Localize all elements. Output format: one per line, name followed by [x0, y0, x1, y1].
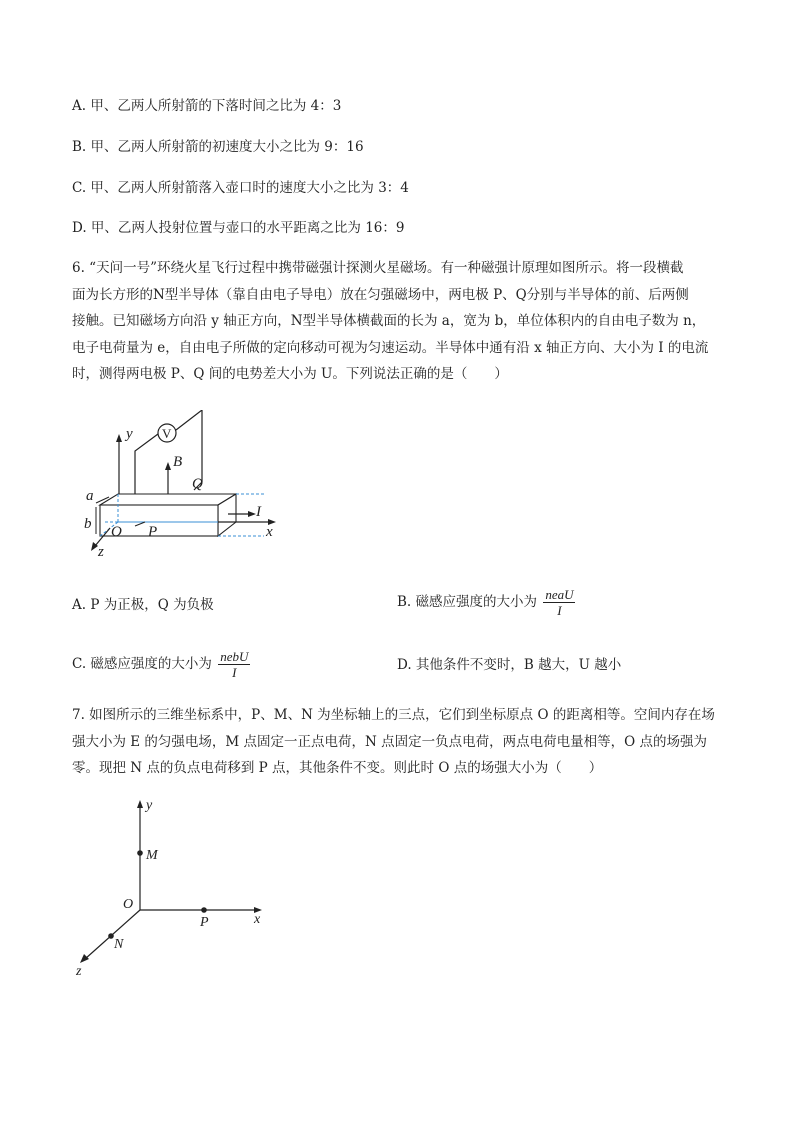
option-prev-b: B. 甲、乙两人所射箭的初速度大小之比为 9：16	[72, 139, 364, 155]
q7-line-2: 强大小为 E 的匀强电场，M 点固定一正点电荷，N 点固定一负点电荷，两点电荷电量相等，O 点的场强为	[72, 733, 708, 750]
q6-line-2: 面为长方形的N型半导体（靠自由电子导电）放在匀强磁场中，两电极 P、Q分别与半导体的前、后两侧	[72, 286, 689, 303]
q7-label-M: M	[146, 848, 158, 863]
q6-label-x: x	[266, 524, 273, 540]
voltmeter-label: V	[162, 426, 172, 441]
q6-label-O: O	[111, 524, 122, 540]
q6-option-b-fraction	[543, 587, 575, 618]
q6-label-z: z	[98, 544, 104, 560]
q6-line-4: 电子电荷量为 e，自由电子所做的定向移动可视为匀速运动。半导体中通有沿 x 轴正方向、大小为 I 的电流	[72, 339, 709, 356]
q6-option-d: D. 其他条件不变时，B 越大，U 越小	[397, 657, 622, 673]
q7-figure	[70, 795, 280, 980]
q6-line-5: 时，测得两电极 P、Q 间的电势差大小为 U。下列说法正确的是（ ）	[72, 366, 508, 382]
q6-figure	[70, 410, 290, 560]
q6-label-a: a	[86, 488, 94, 504]
q7-label-z: z	[76, 964, 82, 979]
q7-label-O: O	[123, 897, 134, 912]
q6-line-1: 6. “天问一号”环绕火星飞行过程中携带磁强计探测火星磁场。有一种磁强计原理如图所示。将一段横截	[72, 260, 684, 276]
q6-option-c-numerator: nebU	[220, 649, 249, 664]
option-prev-c: C. 甲、乙两人所射箭落入壶口时的速度大小之比为 3：4	[72, 180, 409, 196]
q6-option-c-fraction	[218, 649, 250, 680]
option-prev-d: D. 甲、乙两人投射位置与壶口的水平距离之比为 16：9	[72, 220, 405, 236]
q7-label-N: N	[114, 937, 124, 952]
q7-line-1: 7. 如图所示的三维坐标系中，P、M、N 为坐标轴上的三点，它们到坐标原点 O 的距离相等。空间内存在场	[72, 707, 715, 723]
q7-label-x: x	[254, 912, 261, 927]
q6-option-a: A. P 为正极，Q 为负极	[72, 597, 214, 613]
q6-label-B: B	[173, 454, 183, 470]
option-prev-a: A. 甲、乙两人所射箭的下落时间之比为 4：3	[72, 98, 342, 114]
q6-label-y: y	[126, 426, 133, 442]
q6-option-c	[72, 649, 250, 680]
q6-option-c-denominator: I	[232, 665, 237, 680]
q7-line-3: 零。现把 N 点的负点电荷移到 P 点，其他条件不变。则此时 O 点的场强大小为（ ）	[72, 760, 603, 776]
q6-option-b-numerator: neaU	[545, 587, 574, 602]
q6-label-Q: Q	[192, 476, 203, 492]
q7-label-y: y	[146, 798, 153, 813]
q6-option-b	[397, 587, 575, 618]
q6-line-3: 接触。已知磁场方向沿 y 轴正方向，N型半导体横截面的长为 a，宽为 b，单位体积内的自由电子数为 n，	[72, 313, 706, 329]
q6-option-b-denominator: I	[557, 603, 562, 618]
q7-label-P: P	[200, 915, 209, 930]
question-7-stem	[72, 707, 722, 787]
q6-option-b-text: B. 磁感应强度的大小为	[397, 594, 538, 610]
q6-label-b: b	[84, 516, 92, 532]
q6-option-c-text: C. 磁感应强度的大小为	[72, 656, 212, 672]
q6-label-I: I	[256, 504, 261, 520]
question-6-stem	[72, 260, 722, 393]
q6-label-P: P	[148, 524, 158, 540]
